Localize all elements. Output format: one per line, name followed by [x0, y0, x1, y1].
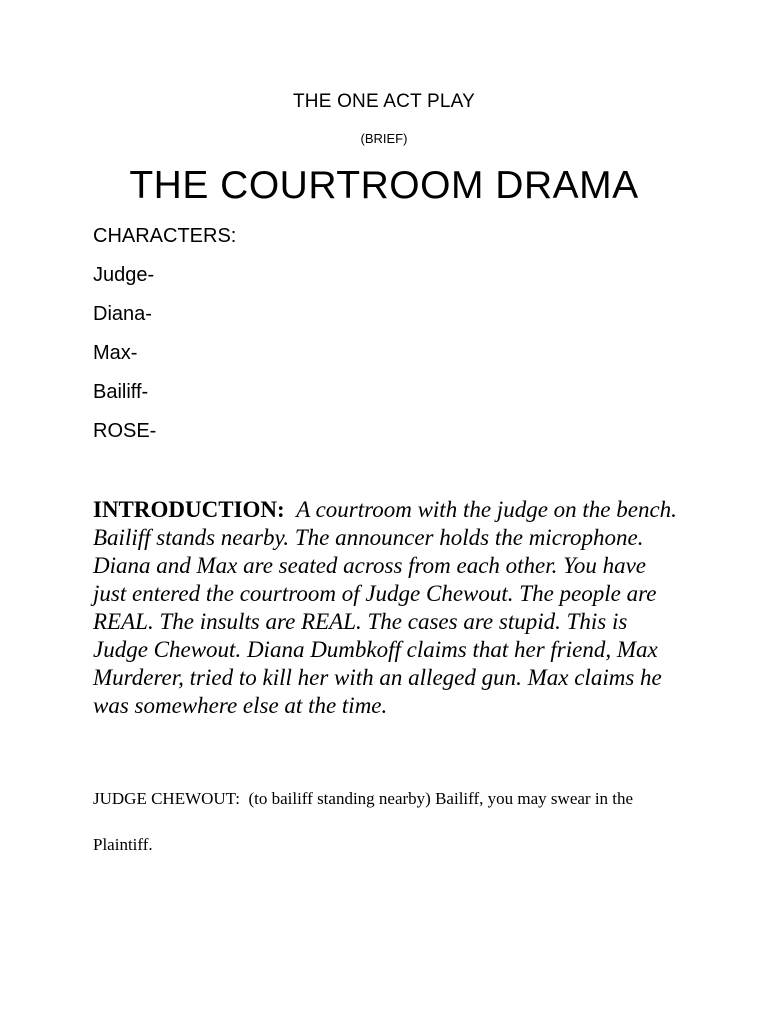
dialogue-speaker: JUDGE CHEWOUT: [93, 789, 240, 808]
character-item: ROSE- [93, 420, 157, 442]
introduction-label: INTRODUCTION: [93, 497, 285, 522]
character-item: Judge- [93, 264, 155, 286]
play-type-heading: THE ONE ACT PLAY [293, 91, 475, 112]
dialogue-text: (to bailiff standing nearby) Bailiff, you may swear in the Plaintiff. [93, 789, 634, 854]
dialogue-line [93, 776, 693, 868]
page-title: THE COURTROOM DRAMA [129, 164, 639, 207]
character-item: Max- [93, 342, 138, 364]
character-item: Diana- [93, 303, 152, 325]
character-item: Bailiff- [93, 381, 149, 403]
characters-heading: CHARACTERS: [93, 225, 237, 247]
introduction-text: A courtroom with the judge on the bench. Bailiff stands nearby. The announcer holds the microphone. Diana and Max are seated across from each other. You have just entered the courtroom of Judge Chewout. The people are REAL. The insults are REAL. The cases are stupid. This is Judge Chewout. Diana Dumbkoff claims that her friend, Max Murderer, tried to kill her with an alleged gun. Max claims he was somewhere else at the time. [93, 497, 677, 718]
introduction-paragraph [93, 496, 683, 720]
subtitle: (BRIEF) [360, 131, 408, 146]
character-list [93, 264, 156, 459]
